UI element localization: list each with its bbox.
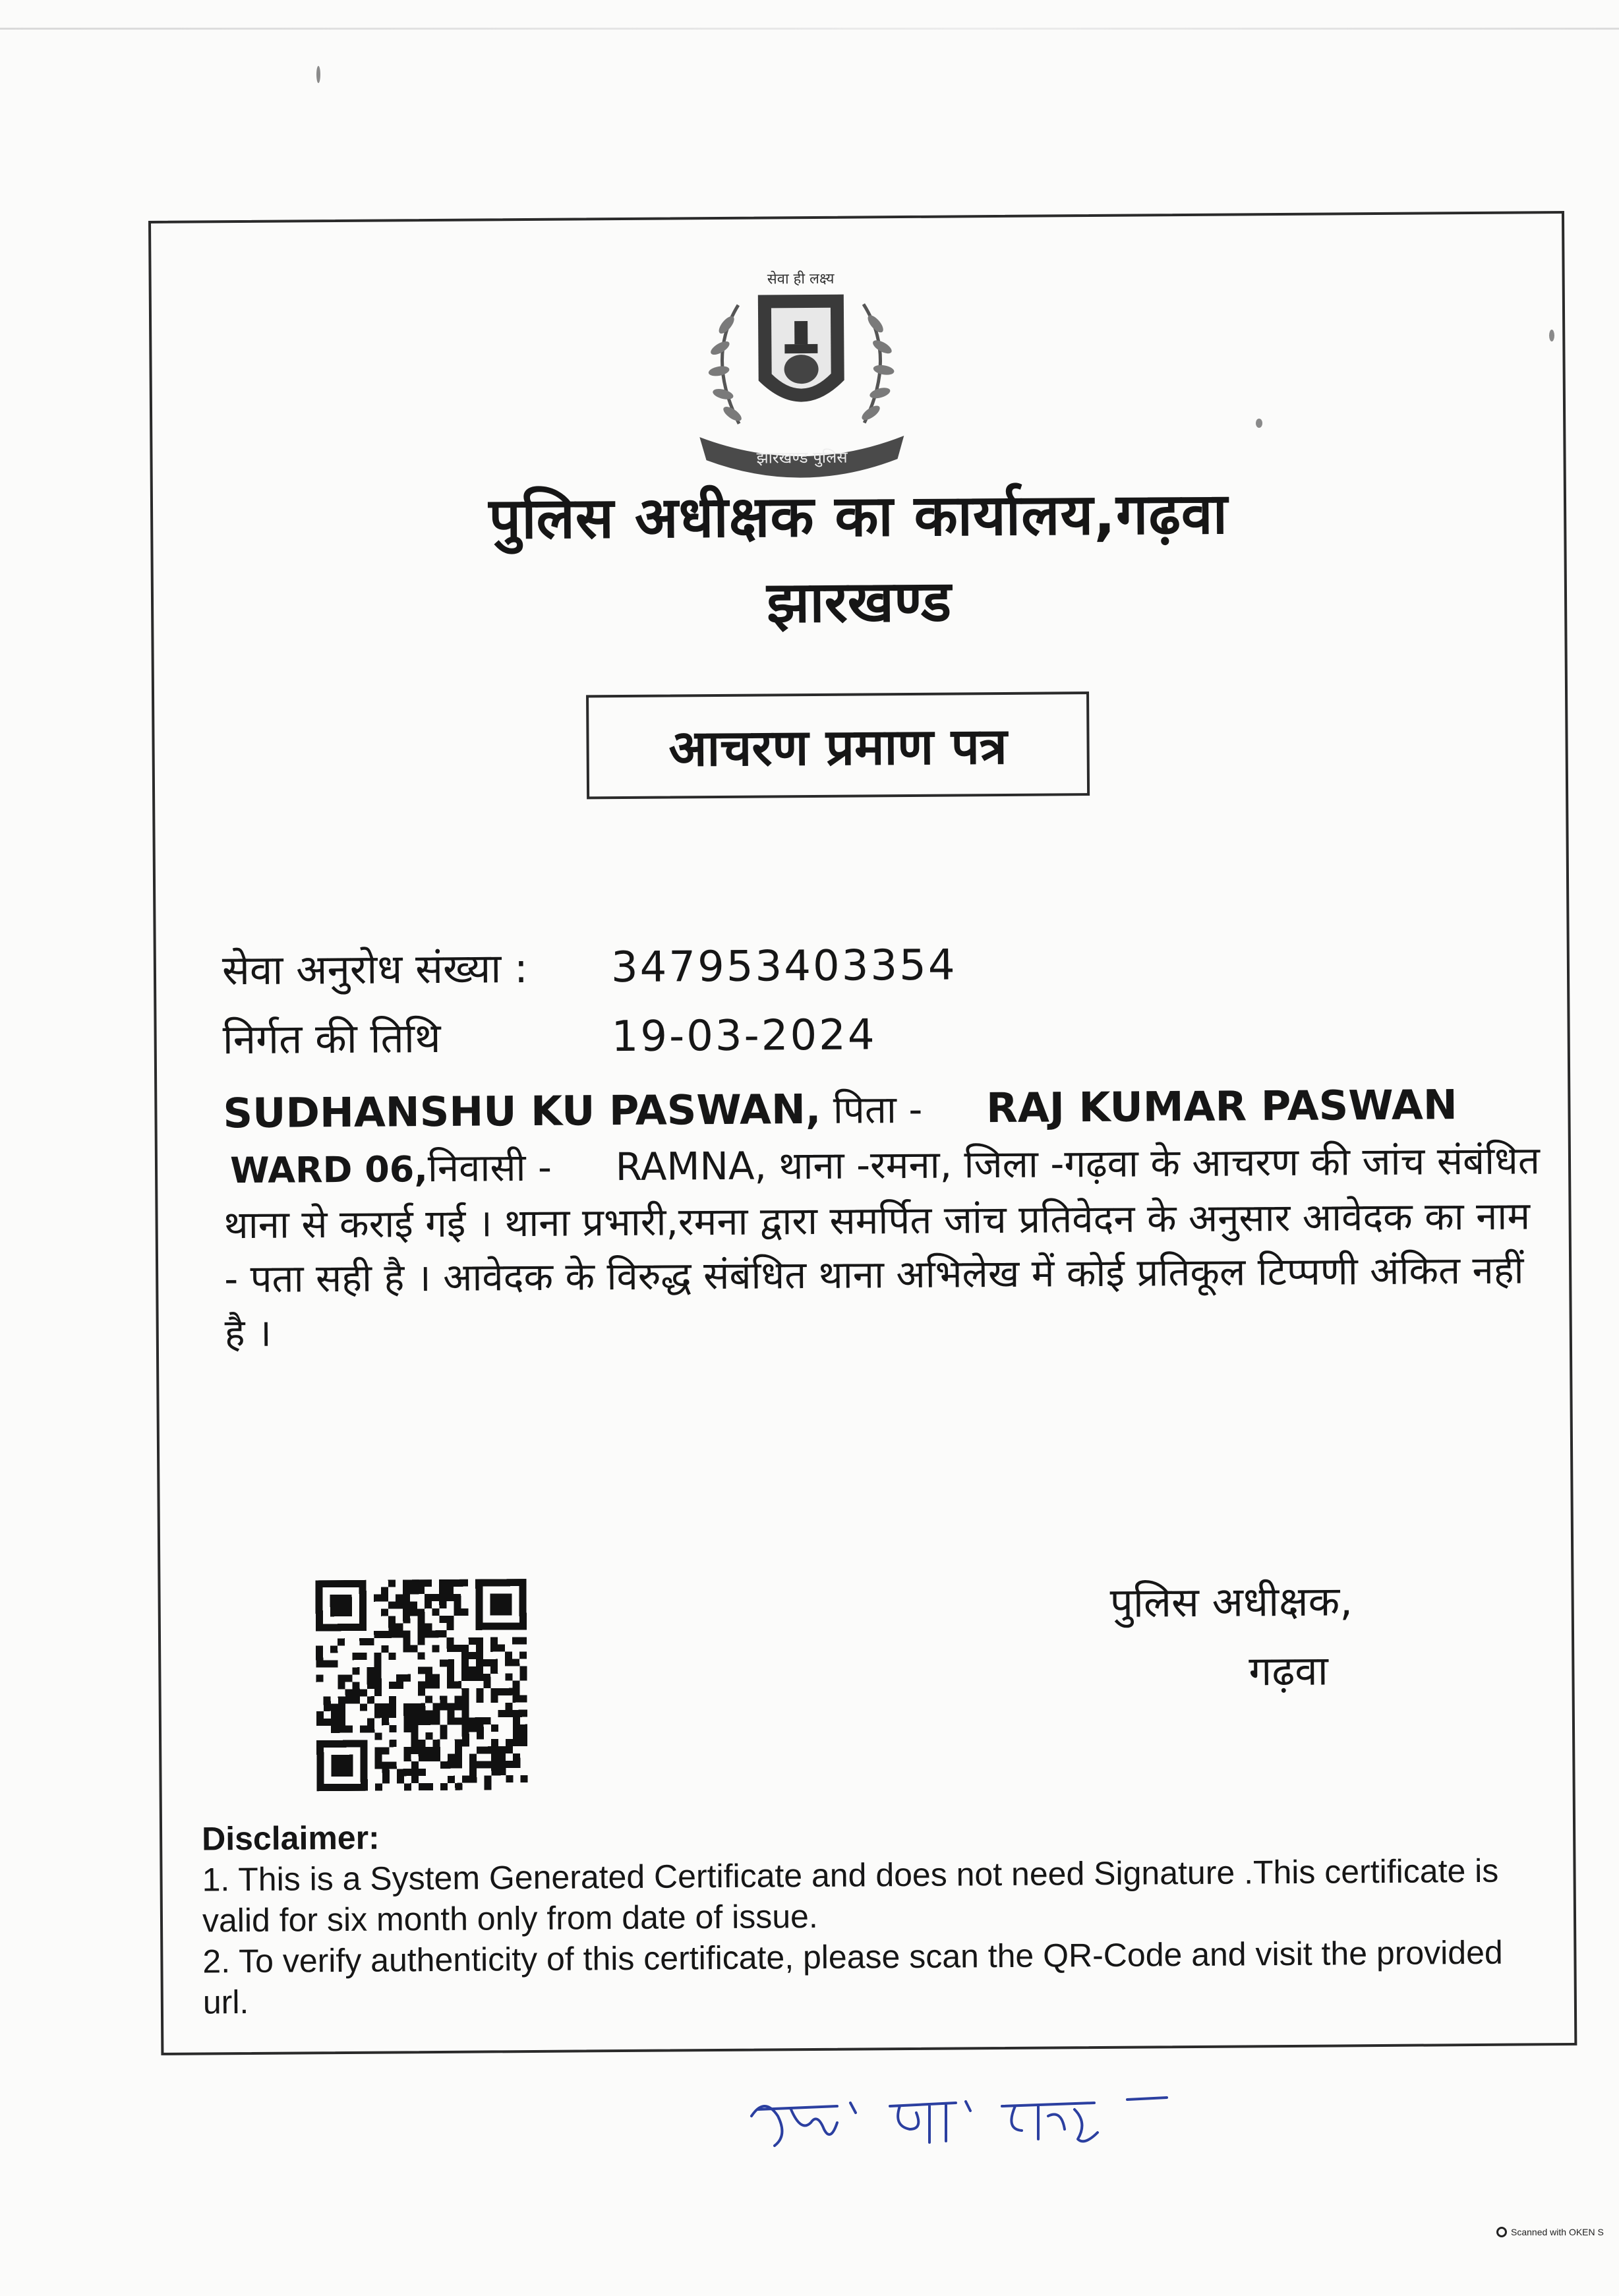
certificate-title: आचरण प्रमाण पत्र bbox=[668, 716, 1008, 778]
certificate-title-box bbox=[586, 692, 1090, 799]
svg-text:झारखण्ड पुलिस: झारखण्ड पुलिस bbox=[756, 448, 848, 467]
scanner-label: Scanned with OKEN S bbox=[1511, 2227, 1604, 2237]
disclaimer-point-2: 2. To verify authenticity of this certificate, please scan the QR-Code and visit the provided url. bbox=[202, 1933, 1503, 2021]
handwritten-name-signature bbox=[738, 2083, 1213, 2156]
signatory-block bbox=[1109, 1566, 1353, 1707]
certificate-frame bbox=[148, 211, 1577, 2055]
issue-date-label: निर्गत की तिथि bbox=[222, 1013, 441, 1064]
scanner-watermark bbox=[1496, 2227, 1604, 2237]
signatory-city: गढ़वा bbox=[1249, 1646, 1328, 1695]
request-number-row bbox=[222, 936, 957, 997]
svg-text:सेवा ही लक्ष्य: सेवा ही लक्ष्य bbox=[767, 270, 835, 288]
father-name: RAJ KUMAR PASWAN bbox=[986, 1080, 1457, 1133]
applicant-line bbox=[223, 1077, 1555, 1141]
scan-speck bbox=[316, 66, 320, 83]
applicant-village: RAMNA, bbox=[615, 1143, 767, 1190]
conduct-paragraph bbox=[223, 1133, 1556, 1360]
issue-date-value: 19-03-2024 bbox=[611, 1011, 877, 1062]
verification-qr-code[interactable] bbox=[312, 1579, 531, 1791]
disclaimer-point-1: 1. This is a System Generated Certificate and does not need Signature .This certificate is valid for six month only from date of issue. bbox=[202, 1852, 1499, 1939]
disclaimer-heading: Disclaimer: bbox=[201, 1819, 380, 1858]
applicant-name: SUDHANSHU KU PASWAN, bbox=[223, 1084, 821, 1138]
issue-date-row bbox=[222, 1006, 876, 1066]
scanner-logo-icon bbox=[1496, 2227, 1507, 2237]
scan-edge bbox=[0, 28, 1619, 30]
conduct-statement: थाना -रमना, जिला -गढ़वा के आचरण की जांच संबंधित थाना से कराई गई । थाना प्रभारी,रमना द्वारा समर्पित जांच प्रतिवेदन के अनुसार आवेदक का नाम - पता सही है । आवेदक के विरुद्ध संबंधित थाना अभिलेख में कोई प्रतिकूल टिप्पणी अंकित नहीं है । bbox=[223, 1138, 1541, 1356]
signatory-designation: पुलिस अधीक्षक, bbox=[1109, 1577, 1353, 1627]
resident-label: निवासी - bbox=[427, 1144, 552, 1191]
applicant-ward: WARD 06, bbox=[229, 1148, 428, 1192]
father-label: पिता - bbox=[833, 1086, 923, 1133]
office-title: पुलिस अधीक्षक का कार्यालय,गढ़वा bbox=[488, 481, 1229, 552]
jharkhand-police-emblem bbox=[678, 258, 924, 481]
request-number-label: सेवा अनुरोध संख्या : bbox=[221, 944, 529, 995]
request-number-value: 347953403354 bbox=[610, 941, 957, 993]
office-state: झारखण्ड bbox=[766, 568, 952, 636]
disclaimer-block bbox=[202, 1809, 1535, 2022]
